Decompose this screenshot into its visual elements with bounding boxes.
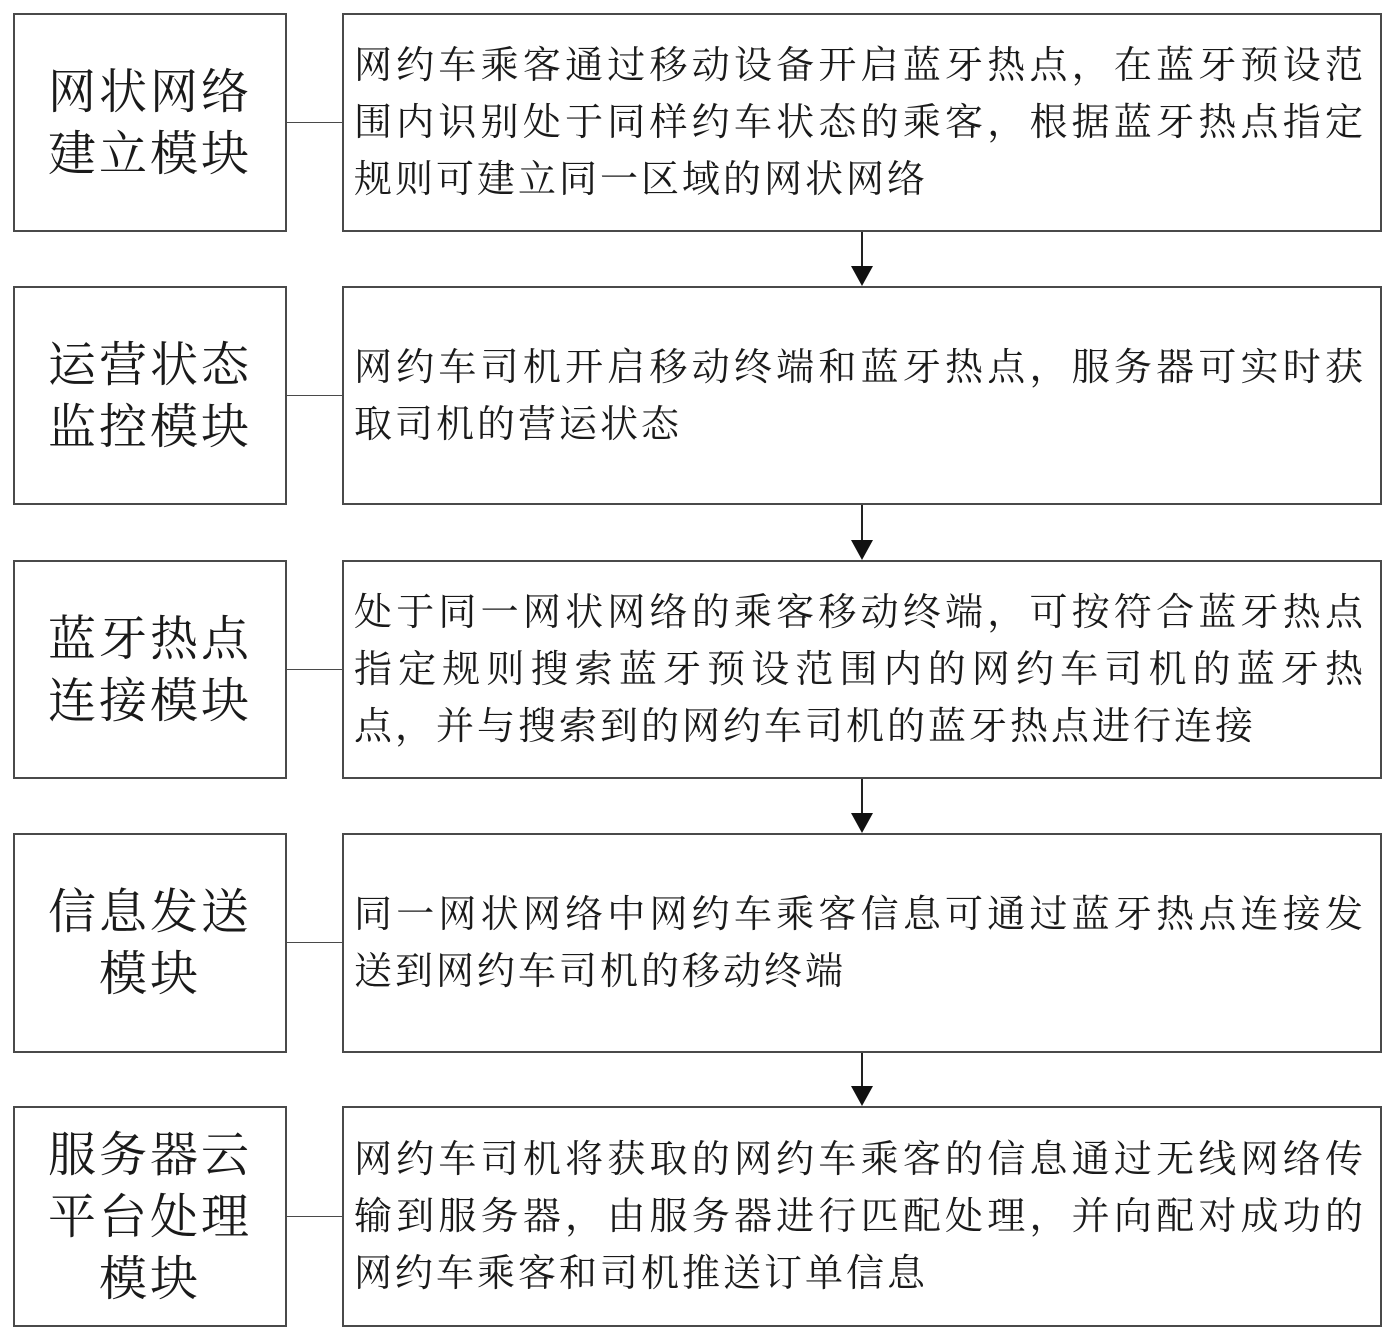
flow-arrow-head [851, 1086, 873, 1106]
flow-arrow-line [861, 232, 863, 266]
module-box-info-send [13, 833, 287, 1053]
connector-line [287, 942, 342, 943]
module-box-bluetooth-connect [13, 560, 287, 779]
module-box-server-cloud [13, 1106, 287, 1327]
connector-line [287, 669, 342, 670]
step-description: 网约车司机开启移动终端和蓝牙热点，服务器可实时获取司机的营运状态 [354, 344, 1366, 446]
module-label: 服务器云平台处理模块 [47, 1126, 252, 1307]
flow-arrow-line [861, 779, 863, 813]
flow-arrow-line [861, 505, 863, 540]
module-box-operation-monitor [13, 286, 287, 505]
module-box-mesh-network [13, 13, 287, 232]
step-description: 同一网状网络中网约车乘客信息可通过蓝牙热点连接发送到网约车司机的移动终端 [354, 892, 1366, 993]
module-label: 蓝牙热点连接模块 [47, 610, 252, 729]
step-box-mesh-network [342, 13, 1382, 232]
connector-line [287, 122, 342, 123]
module-label: 信息发送模块 [47, 884, 252, 1002]
flow-arrow-head [851, 813, 873, 833]
step-box-bluetooth-connect [342, 560, 1382, 779]
step-description: 处于同一网状网络的乘客移动终端，可按符合蓝牙热点指定规则搜索蓝牙预设范围内的网约车司机的蓝牙热点，并与搜索到的网约车司机的蓝牙热点进行连接 [354, 590, 1366, 748]
step-description: 网约车乘客通过移动设备开启蓝牙热点，在蓝牙预设范围内识别处于同样约车状态的乘客，根据蓝牙热点指定规则可建立同一区域的网状网络 [354, 43, 1366, 201]
module-label: 运营状态监控模块 [47, 336, 252, 455]
connector-line [287, 395, 342, 396]
step-box-info-send [342, 833, 1382, 1053]
step-box-server-cloud [342, 1106, 1382, 1327]
connector-line [287, 1216, 342, 1217]
module-label: 网状网络建立模块 [47, 63, 252, 182]
flow-arrow-head [851, 540, 873, 560]
flow-arrow-head [851, 266, 873, 286]
flow-arrow-line [861, 1053, 863, 1086]
step-description: 网约车司机将获取的网约车乘客的信息通过无线网络传输到服务器，由服务器进行匹配处理，并向配对成功的网约车乘客和司机推送订单信息 [354, 1137, 1366, 1295]
step-box-operation-monitor [342, 286, 1382, 505]
